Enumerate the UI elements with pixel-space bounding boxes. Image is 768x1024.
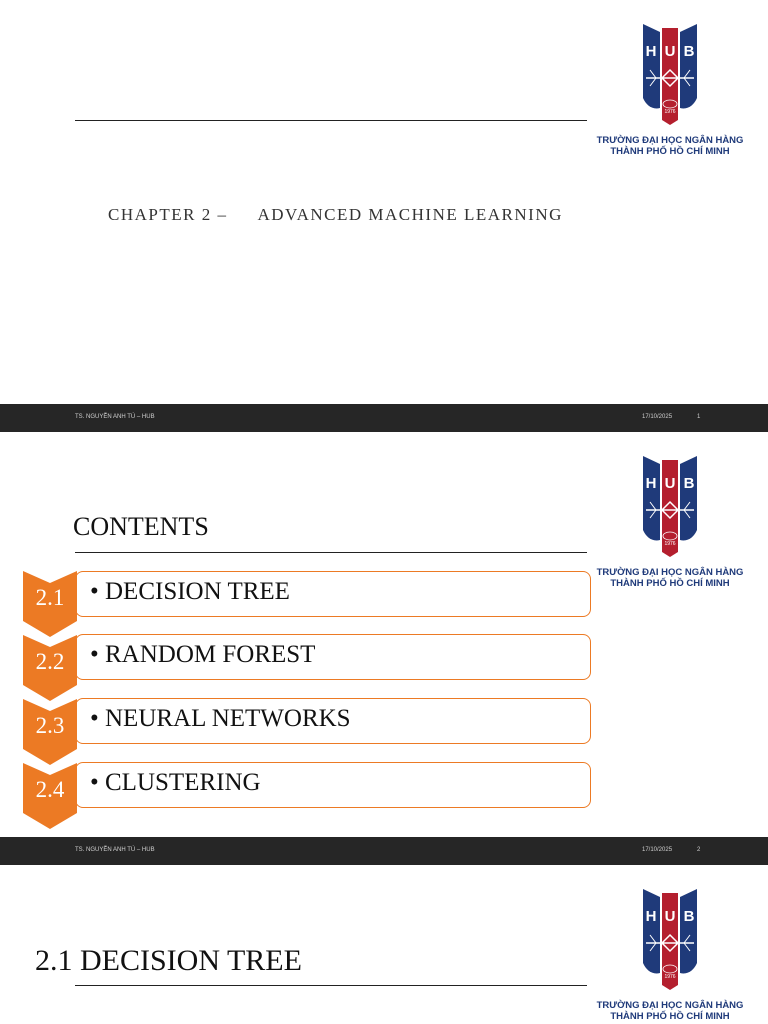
logo-letter-h: H [645,43,657,60]
university-logo [586,0,754,176]
logo-year: 1976 [664,109,676,115]
section-heading: 2.1 DECISION TREE [35,944,302,977]
contents-item-number: 2.4 [35,777,65,802]
footer-author: TS. NGUYỄN ANH TÚ – HUB [75,847,155,853]
logo-letter-h: H [645,908,657,925]
contents-item-box[interactable] [75,762,591,808]
contents-item-number-chevron [23,699,77,765]
logo-year: 1976 [664,974,676,980]
logo-letter-b: B [683,43,695,60]
footer-date: 17/10/2025 [642,847,673,853]
footer-date: 17/10/2025 [642,414,673,420]
contents-item-number: 2.2 [35,649,65,674]
logo-letter-h: H [645,475,657,492]
footer-page-number: 2 [697,847,701,853]
title-divider [75,120,587,121]
contents-item-number: 2.1 [35,585,65,610]
slide-2-footer [0,837,768,865]
contents-item-label: • CLUSTERING [90,769,261,796]
contents-heading: CONTENTS [73,512,209,541]
university-name-line1: TRƯỜNG ĐẠI HỌC NGÂN HÀNG [596,1000,744,1011]
contents-item-label: • DECISION TREE [90,578,290,605]
university-name-line1: TRƯỜNG ĐẠI HỌC NGÂN HÀNG [596,135,744,146]
logo-letter-u: U [664,908,676,925]
logo-letter-b: B [683,908,695,925]
chapter-subtitle: ADVANCED MACHINE LEARNING [257,205,563,224]
footer-author: TS. NGUYỄN ANH TÚ – HUB [75,414,155,420]
contents-item-box[interactable] [75,634,591,680]
hub-shield-icon [586,0,754,130]
slide-1-footer [0,404,768,432]
university-name-line1: TRƯỜNG ĐẠI HỌC NGÂN HÀNG [596,567,744,578]
university-logo [586,432,754,608]
chapter-title [108,205,563,225]
logo-year: 1976 [664,541,676,547]
hub-shield-icon [586,865,754,995]
university-name-line2: THÀNH PHỐ HỒ CHÍ MINH [610,1011,730,1022]
contents-item-box[interactable] [75,571,591,617]
footer-page-number: 1 [697,414,701,420]
slide-1 [0,0,768,404]
university-name-line2: THÀNH PHỐ HỒ CHÍ MINH [610,578,730,589]
section-divider [75,985,587,986]
contents-item-box[interactable] [75,698,591,744]
chapter-label: CHAPTER 2 – [108,205,228,224]
contents-divider [75,552,587,553]
logo-letter-b: B [683,475,695,492]
contents-item-label: • RANDOM FOREST [90,641,316,668]
university-name-line2: THÀNH PHỐ HỒ CHÍ MINH [610,146,730,157]
contents-item-number: 2.3 [35,713,65,738]
university-logo [586,865,754,1024]
contents-item-number-chevron [23,635,77,701]
logo-letter-u: U [664,475,676,492]
hub-shield-icon [586,432,754,562]
contents-item-number-chevron [23,571,77,637]
logo-letter-u: U [664,43,676,60]
contents-item-label: • NEURAL NETWORKS [90,705,351,732]
contents-item-number-chevron [23,763,77,829]
